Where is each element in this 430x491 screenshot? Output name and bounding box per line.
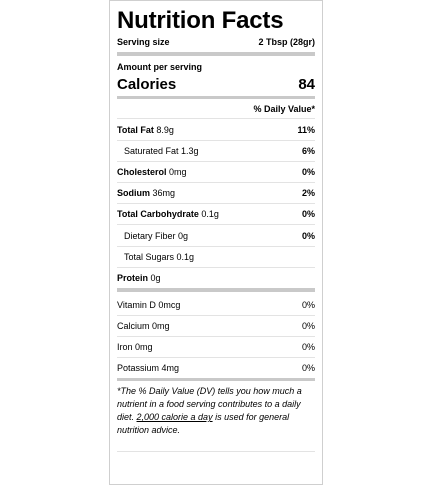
serving-size-value: 2 Tbsp (28gr) [258,37,315,47]
divider [117,315,315,316]
nutrient-row-total-carbohydrate [117,209,315,219]
amount-per-serving [117,62,315,72]
nutrient-name: Total Fat [117,125,157,135]
divider [117,357,315,358]
nutrient-amount: 0g [150,273,161,283]
daily-value-header: % Daily Value* [253,104,315,114]
divider [117,224,315,225]
divider [117,336,315,337]
vitamin-dv: 0% [301,300,315,310]
divider [117,203,315,204]
nutrient-name: Total Carbohydrate [117,209,202,219]
nutrient-dv: 0% [301,167,315,177]
divider [117,182,315,183]
vitamin-row-vitamin-d [117,300,315,310]
vitamin-dv: 0% [301,342,315,352]
nutrition-facts-label [109,0,323,485]
divider [117,140,315,141]
nutrient-name: Saturated Fat [124,146,182,156]
divider-bottom [117,451,315,452]
thick-divider-vitamins [117,288,315,292]
nutrient-dv: 11% [297,125,315,135]
serving-size-label: Serving size [117,37,170,47]
nutrient-amount: 36mg [152,188,176,198]
calories-value: 84 [298,76,315,93]
nutrient-dv: 0% [301,231,315,241]
nutrient-dv: 2% [301,188,315,198]
nutrient-amount: 1.3g [181,146,199,156]
thick-divider-top [117,52,315,56]
nutrient-row-dietary-fiber [117,231,315,241]
vitamin-amount: 4mg [161,363,180,373]
footnote-text-end: is used for general nutrition advice. [117,412,290,435]
footnote [117,385,315,437]
serving-size-row [117,37,315,47]
nutrient-row-sodium [117,188,315,198]
calories-label: Calories [117,76,177,93]
nutrient-row-cholesterol [117,167,315,177]
divider [117,161,315,162]
thick-divider-footnote [117,378,315,381]
vitamin-dv: 0% [301,363,315,373]
vitamin-row-iron [117,342,315,352]
nutrient-amount: 0.1g [176,252,195,262]
nutrient-amount: 0g [178,231,189,241]
vitamin-name: Calcium [117,321,153,331]
nutrient-dv: 0% [301,209,315,219]
nutrient-name: Total Sugars [124,252,177,262]
vitamin-amount: 0mg [152,321,170,331]
nutrient-dv: 6% [301,146,315,156]
vitamin-name: Vitamin D [117,300,159,310]
vitamin-name: Iron [117,342,136,352]
footnote-text: *The % Daily Value (DV) tells you how much a nutrient in a food serving contributes to a daily diet. [117,386,302,422]
nutrient-row-saturated-fat [117,146,315,156]
nutrient-amount: 0.1g [201,209,219,219]
footnote-link[interactable]: 2,000 calorie a day [136,412,213,422]
thick-divider-calories [117,96,315,99]
vitamin-amount: 0mg [135,342,153,352]
nutrient-amount: 0mg [169,167,187,177]
nutrient-row-total-fat [117,125,315,135]
nutrient-name: Sodium [117,188,153,198]
nutrient-row-protein [117,273,315,283]
label-title: Nutrition Facts [117,7,284,34]
vitamin-name: Potassium [117,363,162,373]
vitamin-dv: 0% [301,321,315,331]
divider [117,118,315,119]
nutrient-name: Dietary Fiber [124,231,179,241]
amount-per-serving-label: Amount per serving [117,62,203,72]
nutrient-name: Protein [117,273,151,283]
nutrient-row-total-sugars [117,252,315,262]
vitamin-row-calcium [117,321,315,331]
divider [117,267,315,268]
vitamin-amount: 0mcg [158,300,181,310]
divider [117,246,315,247]
vitamin-row-potassium [117,363,315,373]
nutrient-amount: 8.9g [156,125,174,135]
nutrient-name: Cholesterol [117,167,170,177]
